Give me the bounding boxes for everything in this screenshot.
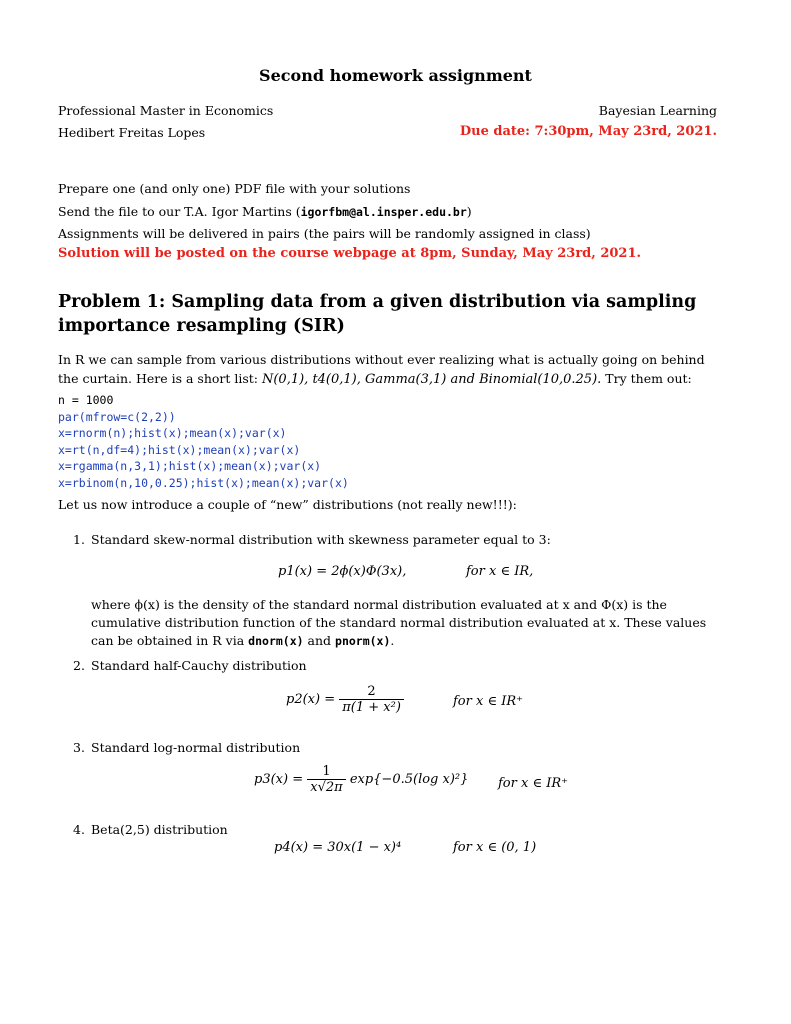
item-label-half-cauchy: Standard half-Cauchy distribution	[91, 658, 307, 673]
document-title: Second homework assignment	[259, 66, 532, 85]
skew-normal-note: where ϕ(x) is the density of the standard normal distribution evaluated at x and Φ(x) is the cumulative distribution function of the standard normal distribution evaluated at x. These values can be obtained in R via dnorm(x) and pnorm(x).	[91, 597, 707, 648]
solution-notice: Solution will be posted on the course webpage at 8pm, Sunday, May 23rd, 2021.	[58, 246, 642, 261]
item-label-beta: Beta(2,5) distribution	[91, 822, 228, 837]
code-line: x=rt(n,df=4);hist(x);mean(x);var(x)	[58, 442, 301, 457]
instruction-send-prefix: Send the file to our T.A. Igor Martins (	[58, 204, 301, 219]
item-number: 3.	[73, 740, 85, 755]
equation-log-normal: p3(x) = $\frac{1}{x√2\pi}$ exp{−0.5(log x)²}	[254, 764, 469, 795]
domain-beta: for x ∈ (0, 1)	[453, 840, 537, 855]
program-name: Professional Master in Economics	[58, 103, 274, 118]
course-name: Bayesian Learning	[598, 103, 717, 118]
domain-log-normal: for x ∈ IR⁺	[498, 776, 568, 791]
intro-text: In R we can sample from various distributions without ever realizing what is actually going on behind the curtain. Here is a short list:	[58, 352, 705, 386]
ta-email: igorfbm@al.insper.edu.br	[300, 205, 467, 219]
intro-tail: Try them out:	[601, 371, 692, 386]
code-line: n = 1000	[58, 393, 114, 407]
code-line: x=rbinom(n,10,0.25);hist(x);mean(x);var(x)	[58, 475, 349, 490]
code-dnorm: dnorm(x)	[248, 634, 304, 648]
equation-half-cauchy: p2(x) = $\frac{2}{\text{π(1 + x²)}}$	[286, 684, 404, 715]
due-date: Due date: 7:30pm, May 23rd, 2021.	[459, 124, 717, 139]
equation-skew-normal: p1(x) = 2ϕ(x)Φ(3x),	[278, 564, 407, 579]
instruction-pairs: Assignments will be delivered in pairs (the pairs will be randomly assigned in class)	[58, 226, 591, 241]
code-line: x=rgamma(n,3,1);hist(x);mean(x);var(x)	[58, 459, 322, 473]
item-label-log-normal: Standard log-normal distribution	[91, 740, 301, 755]
problem1-intro	[58, 350, 728, 389]
instruction-send	[58, 204, 472, 219]
item-number: 2.	[73, 658, 85, 673]
item-number: 4.	[73, 822, 85, 837]
transition-text: Let us now introduce a couple of “new” distributions (not really new!!!):	[58, 497, 517, 512]
item-number: 1.	[73, 532, 85, 547]
domain-skew-normal: for x ∈ IR,	[466, 564, 534, 579]
domain-half-cauchy: for x ∈ IR⁺	[453, 694, 523, 709]
code-line: x=rnorm(n);hist(x);mean(x);var(x)	[58, 426, 287, 440]
intro-distributions: N(0,1), t4(0,1), Gamma(3,1) and Binomial(10,0.25).	[261, 372, 602, 387]
item-label-skew-normal: Standard skew-normal distribution with skewness parameter equal to 3:	[91, 532, 551, 547]
instruction-send-suffix: )	[466, 204, 472, 219]
instruction-pdf: Prepare one (and only one) PDF file with your solutions	[58, 181, 411, 196]
code-line: par(mfrow=c(2,2))	[58, 409, 176, 424]
code-pnorm: pnorm(x)	[335, 634, 391, 648]
instructor-name: Hedibert Freitas Lopes	[58, 125, 206, 140]
problem1-heading: Problem 1: Sampling data from a given distribution via sampling importance resampling (SIR)	[58, 292, 697, 336]
equation-beta: p4(x) = 30x(1 − x)⁴	[274, 840, 402, 855]
r-code-block	[58, 392, 349, 491]
